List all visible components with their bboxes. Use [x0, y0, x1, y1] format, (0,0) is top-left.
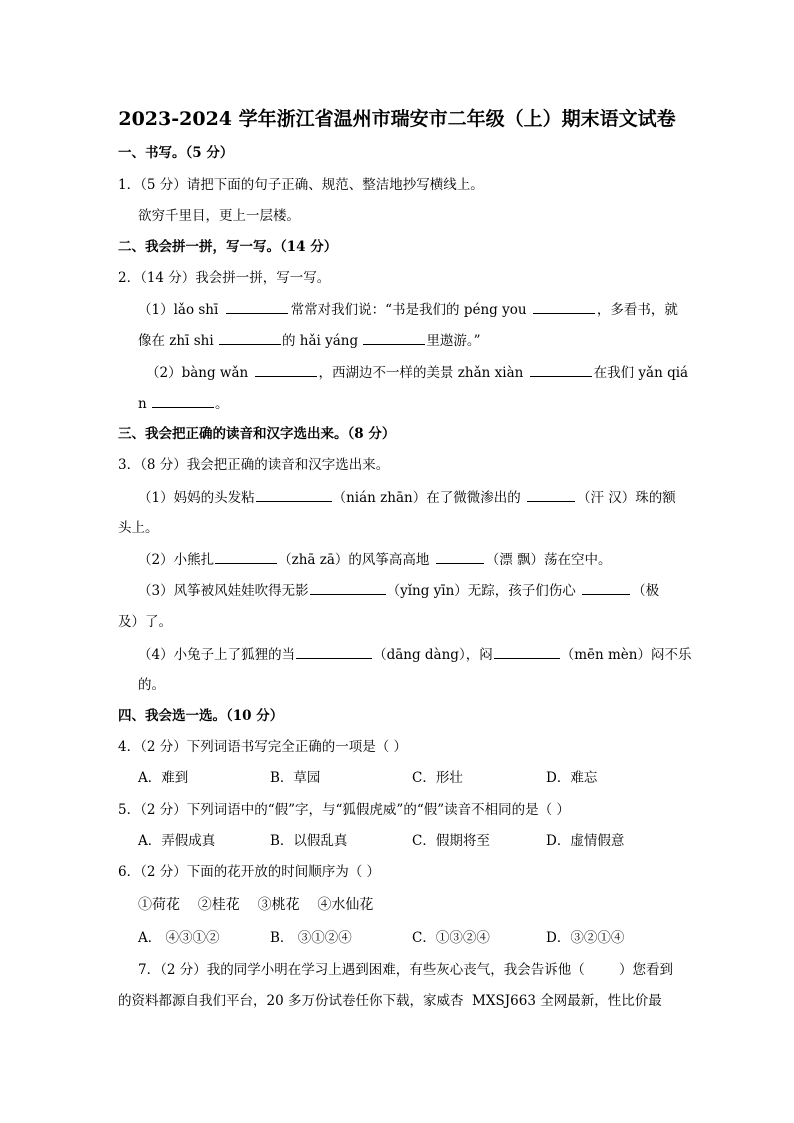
- q6-option-b[interactable]: B． ③①②④: [270, 930, 352, 946]
- q6-option-a[interactable]: A． ④③①②: [138, 930, 220, 946]
- q3-text: （nián zhān）在了微微渗出的: [332, 490, 521, 506]
- question-1-text: 欲穷千里目，更上一层楼。: [138, 208, 300, 224]
- section-3-heading: 三、我会把正确的读音和汉字选出来。（8 分）: [118, 426, 396, 442]
- q3-text: （dāng dàng），闷: [373, 647, 493, 663]
- q6-option-c[interactable]: C．①③②④: [412, 930, 490, 946]
- q4-option-b[interactable]: B．草园: [270, 770, 321, 786]
- q3-text: （2）小熊扎: [138, 552, 215, 568]
- q3-text: （4）小兔子上了狐狸的当: [138, 647, 296, 663]
- question-1-stem: 1．（5 分）请把下面的句子正确、规范、整洁地抄写横线上。: [118, 177, 484, 193]
- q2-text: ，西湖边不一样的美景 zhǎn xiàn: [318, 365, 524, 381]
- question-2-stem: 2．（14 分）我会拼一拼，写一写。: [118, 270, 331, 286]
- page-title: 2023-2024 学年浙江省温州市瑞安市二年级（上）期末语文试卷: [118, 108, 676, 130]
- q2-text: 里遨游。”: [426, 333, 481, 349]
- answer-blank[interactable]: [494, 644, 560, 659]
- q2-text: 。: [215, 396, 229, 412]
- q3-text: （zhā zā）的风筝高高地: [278, 552, 430, 568]
- question-3-line-3: [138, 549, 612, 570]
- question-7-line-1: 7．（2 分）我的同学小明在学习上遇到困难，有些灰心丧气，我会告诉他（ ）您看到: [138, 962, 674, 978]
- question-3-stem: 3．（8 分）我会把正确的读音和汉字选出来。: [118, 457, 390, 473]
- q2-text: 在我们 yǎn qiá: [593, 365, 689, 381]
- q2-text: 常常对我们说：“书是我们的 péng you: [290, 302, 527, 318]
- q6-flower-list: ①荷花 ②桂花 ③桃花 ④水仙花: [138, 897, 374, 913]
- question-3-line-7: 的。: [138, 677, 165, 693]
- section-1-heading: 一、书写。（5 分）: [118, 145, 234, 161]
- answer-blank[interactable]: [219, 330, 281, 345]
- q2-text: 的 hǎi yáng: [281, 333, 359, 349]
- question-3-line-6: [138, 644, 691, 665]
- answer-blank[interactable]: [152, 393, 214, 408]
- q3-text: （极: [632, 583, 660, 599]
- q2-text: ，多看书，就: [596, 302, 678, 318]
- answer-blank[interactable]: [436, 549, 484, 564]
- q5-option-a[interactable]: A．弄假成真: [138, 833, 216, 849]
- q3-text: （mēn mèn）闷不乐: [560, 647, 692, 663]
- q5-option-c[interactable]: C．假期将至: [412, 833, 490, 849]
- answer-blank[interactable]: [533, 299, 595, 314]
- q6-option-d[interactable]: D．③②①④: [546, 930, 625, 946]
- question-4-stem: 4．（2 分）下列词语书写完全正确的一项是（ ）: [118, 739, 408, 755]
- section-4-heading: 四、我会选一选。（10 分）: [118, 708, 284, 724]
- q4-option-d[interactable]: D．难忘: [546, 770, 598, 786]
- q2-text: （1）lǎo shī: [138, 302, 219, 318]
- question-3-line-2: 头上。: [118, 520, 159, 536]
- answer-blank[interactable]: [582, 580, 630, 595]
- q5-option-b[interactable]: B．以假乱真: [270, 833, 348, 849]
- question-3-line-4: [138, 580, 659, 601]
- section-2-heading: 二、我会拼一拼，写一写。（14 分）: [118, 239, 338, 255]
- question-3-line-1: [138, 487, 676, 508]
- q2-text: 像在 zhī shi: [138, 333, 214, 349]
- q3-text: （漂 飘）荡在空中。: [485, 552, 612, 568]
- answer-blank[interactable]: [310, 580, 386, 595]
- question-2-line-1: [138, 299, 678, 320]
- answer-blank[interactable]: [256, 487, 332, 502]
- q4-option-a[interactable]: A．难到: [138, 770, 189, 786]
- answer-blank[interactable]: [296, 644, 372, 659]
- q5-option-d[interactable]: D．虚情假意: [546, 833, 625, 849]
- answer-blank[interactable]: [527, 487, 575, 502]
- q3-text: （汗 汉）珠的额: [577, 490, 676, 506]
- question-2-line-4: [138, 393, 229, 414]
- question-3-line-5: 及）了。: [118, 614, 172, 630]
- question-6-stem: 6．（2 分）下面的花开放的时间顺序为（ ）: [118, 864, 381, 880]
- answer-blank[interactable]: [530, 362, 592, 377]
- q3-text: （3）风筝被风娃娃吹得无影: [138, 583, 309, 599]
- question-5-stem: 5．（2 分）下列词语中的“假”字，与“狐假虎威”的“假”读音不相同的是（ ）: [118, 802, 570, 818]
- answer-blank[interactable]: [255, 362, 317, 377]
- answer-blank[interactable]: [363, 330, 425, 345]
- q3-text: （yǐng yīn）无踪，孩子们伤心: [386, 583, 576, 599]
- question-2-line-2: [138, 330, 481, 351]
- question-2-line-3: [146, 362, 688, 383]
- answer-blank[interactable]: [226, 299, 288, 314]
- q2-text: n: [138, 396, 147, 412]
- q4-option-c[interactable]: C．形壮: [412, 770, 463, 786]
- q2-text: （2）bàng wǎn: [146, 365, 249, 381]
- q3-text: （1）妈妈的头发粘: [138, 490, 255, 506]
- answer-blank[interactable]: [215, 549, 277, 564]
- question-7-line-2: 的资料都源自我们平台，20 多万份试卷任你下载，家威杏 MXSJ663 全网最新，性比价最: [118, 993, 662, 1009]
